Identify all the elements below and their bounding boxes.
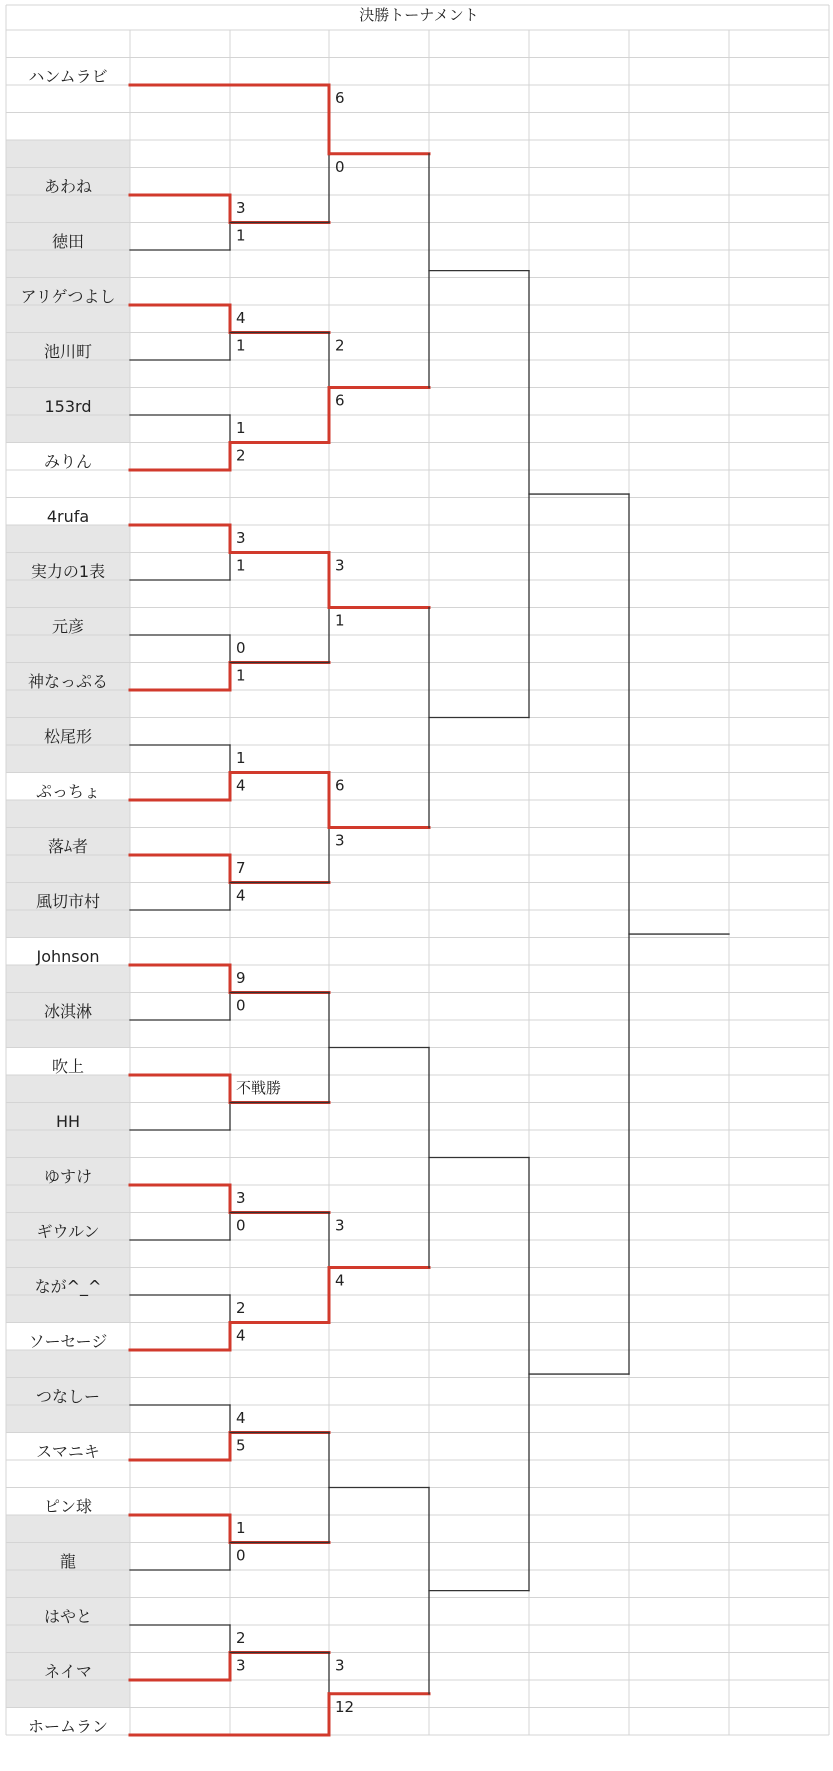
match-score: 2 (335, 336, 345, 355)
match-score: 6 (335, 391, 345, 410)
player-name: ネイマ (44, 1662, 92, 1681)
match-score: 6 (335, 776, 345, 795)
match-score: 5 (236, 1436, 246, 1455)
match-score: 4 (236, 1326, 246, 1345)
player-name: 池川町 (43, 342, 93, 361)
player-name: ピン球 (43, 1497, 93, 1516)
match-score: 1 (236, 226, 246, 245)
player-name: 153rd (44, 397, 92, 416)
match-score: 1 (236, 556, 246, 575)
match-score: 9 (236, 969, 246, 987)
player-name: ゆすけ (43, 1167, 93, 1186)
match-score: 3 (335, 556, 345, 575)
match-score: 2 (236, 1629, 246, 1647)
player-name: あわね (43, 177, 93, 196)
player-name: ホームラン (27, 1717, 109, 1736)
match-score: 1 (335, 611, 345, 630)
page-title: 決勝トーナメント (359, 6, 479, 24)
match-score: 2 (236, 446, 246, 465)
match-score: 4 (236, 776, 246, 795)
match-score: 0 (335, 157, 345, 176)
player-name: スマニキ (36, 1442, 100, 1461)
player-name: 徳田 (51, 232, 85, 251)
match-score: 3 (335, 1216, 345, 1235)
match-score: 不戦勝 (236, 1079, 282, 1097)
match-score: 0 (236, 1216, 246, 1235)
player-name: 実力の1表 (30, 562, 106, 581)
player-name: ぷっちょ (35, 782, 101, 801)
match-score: 3 (236, 529, 246, 547)
match-score: 4 (236, 309, 246, 327)
match-score: 3 (236, 1656, 246, 1675)
player-name: 元彦 (51, 617, 85, 636)
match-score: 0 (236, 996, 246, 1015)
player-name: 神なっぷる (27, 672, 109, 691)
player-name: Johnson (36, 947, 100, 966)
player-name: なが^_^ (34, 1277, 102, 1296)
player-name: 冰淇淋 (43, 1002, 93, 1021)
player-name: はやと (43, 1607, 93, 1626)
match-score: 0 (236, 639, 246, 657)
player-name: 風切市村 (35, 892, 101, 911)
match-score: 3 (236, 1189, 246, 1207)
player-name: HH (55, 1112, 81, 1131)
player-name: つなしー (35, 1387, 101, 1406)
player-name: アリゲつよし (20, 287, 116, 306)
player-name: ハンムラビ (28, 67, 108, 86)
player-name: 吹上 (51, 1057, 85, 1076)
match-score: 4 (236, 886, 246, 905)
name-shade-block (6, 800, 130, 938)
player-name: ギウルン (36, 1222, 100, 1241)
match-score: 1 (236, 336, 246, 355)
match-score: 4 (236, 1409, 246, 1427)
match-score: 1 (236, 749, 246, 767)
match-score: 3 (335, 1656, 345, 1675)
match-score: 3 (335, 831, 345, 850)
match-score: 12 (335, 1697, 355, 1716)
match-score: 6 (335, 89, 345, 107)
player-name: みりん (43, 452, 93, 471)
match-score: 0 (236, 1546, 246, 1565)
match-score: 1 (236, 1519, 246, 1537)
player-name: 4rufa (46, 507, 90, 526)
match-score: 1 (236, 666, 246, 685)
match-score: 7 (236, 859, 246, 877)
match-score: 2 (236, 1299, 246, 1317)
player-name: 龍 (59, 1552, 77, 1571)
match-score: 3 (236, 199, 246, 217)
match-score: 1 (236, 419, 246, 437)
player-name: ソーセージ (28, 1332, 108, 1351)
player-name: 松尾形 (43, 727, 93, 746)
player-name: 落ﾑ者 (47, 837, 89, 856)
match-score: 4 (335, 1271, 345, 1290)
